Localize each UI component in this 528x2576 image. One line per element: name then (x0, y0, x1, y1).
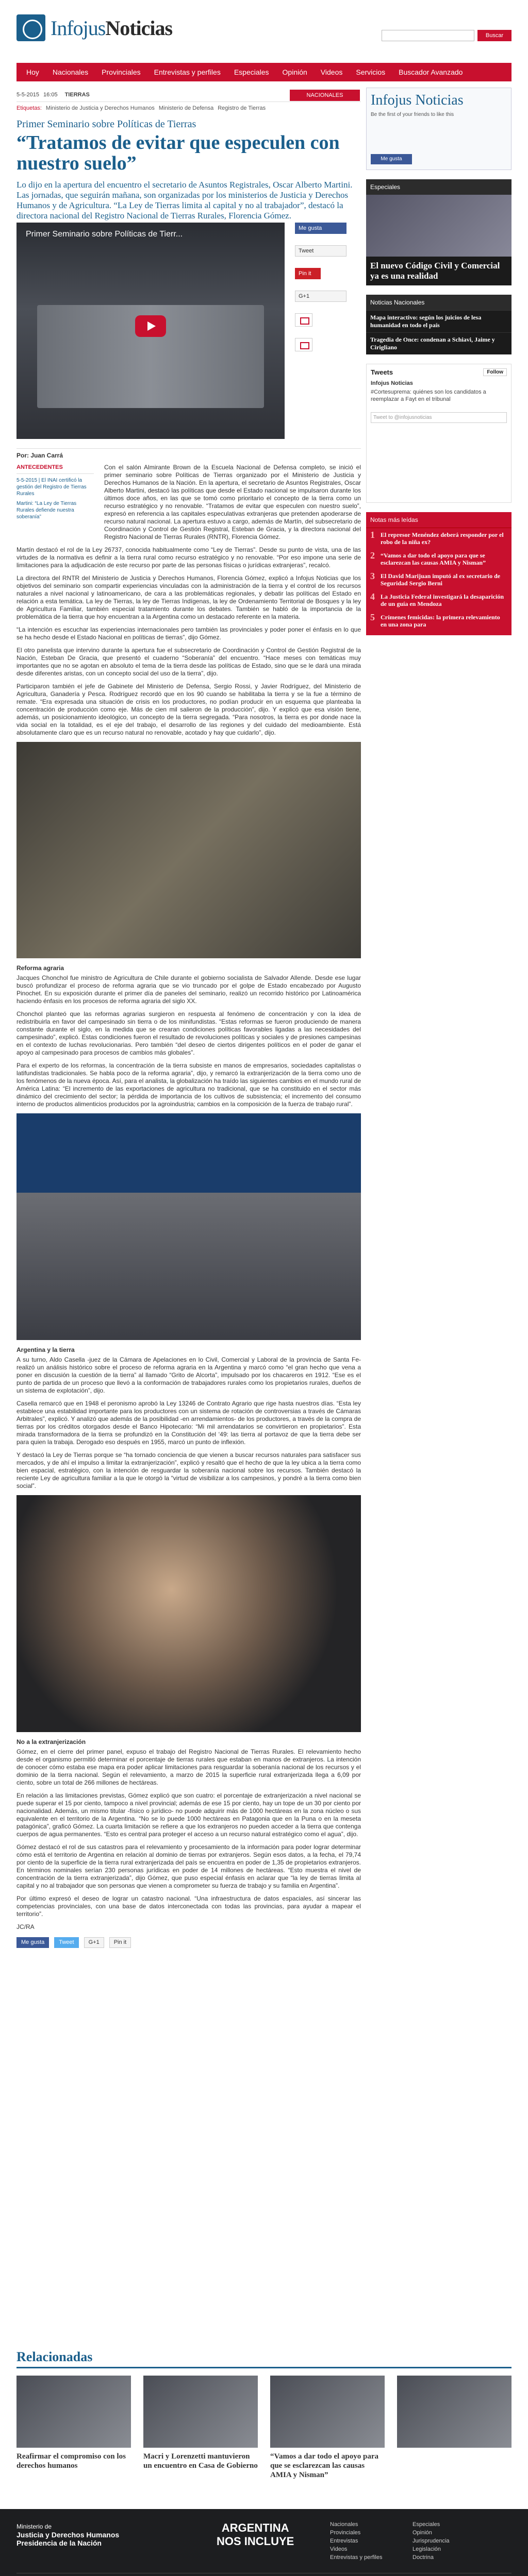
paragraph: Participaron también el jefe de Gabinete del Ministerio de Defensa, Sergio Rossi, y Javier Rodríguez, del Ministerio de Agricultura, Ganadería y Pesca. Rodríguez recordó que en los 90 cuando se habilitaba la tierra y se la fue a término de remate. “Era expresada una situación de crisis en los productores, no podían producir en un esquema que planteaba la concentración de producción como eje. Más de cien mil salieron de la producción”, dijo. Y explicó que esa visión tiene, además, un posicionamiento ideológico, un concepto de la tierra segregada. “Para nosotros, la tierra es por donde nace la vida social en la totalidad, es el eje del trabajo, el desarrollo de las regiones y del cuidado del medioambiente. Está absolutamente claro que es un recurso natural no renovable, acotado y hay que cuidarlo”, dijo. (16, 683, 361, 736)
tweet-author[interactable]: Infojus Noticias (371, 380, 413, 386)
follow-button[interactable]: Follow (483, 368, 507, 376)
paragraph: Martín destacó el rol de la Ley 26737, conocida habitualmente como “Ley de Tierras”. Desde su punto de vista, una de las virtudes de la normativa es definir a la tierra rural como recurso estratégico y no renovable. “Por eso impone una serie de limitaciones para la adjudicación de este recurso por parte de las personas físicas o jurídicas extranjeras”, recalcó. (16, 546, 361, 569)
paragraph: Chonchol planteó que las reformas agrarias surgieron en respuesta al fenómeno de concentración y con la idea de redistribuirla en favor del campesinado sin tierra o de los minifundistas. “Estas reformas se fueron produciendo de manera constante durante el siglo, en la medida que se crearan condiciones políticas favorables ligadas a las necesidades del campesinado”, explicó. Estas condiciones fueron el resultado de revoluciones políticas y sociales y de presiones campesinas en el contexto de luchas revolucionarias. Pero también “del deseo de ciertos dirigentes políticos en el poder de ganar el apoyo al campesinado para procesos de cambios más globales”. (16, 1010, 361, 1056)
video-player[interactable] (16, 223, 285, 439)
article-time: 16:05 (43, 91, 58, 98)
related-headline: Macri y Lorenzetti mantuvieron un encuentro en Casa de Gobierno (143, 2452, 258, 2470)
most-read-title: Notas más leídas (366, 512, 512, 528)
article-kicker: Primer Seminario sobre Políticas de Tierras (16, 118, 196, 130)
footer-link[interactable]: Videos (330, 2546, 348, 2552)
article-date: 5-5-2015 (16, 91, 40, 98)
article-section[interactable]: TIERRAS (64, 91, 90, 98)
facebook-like-button[interactable]: Me gusta (295, 223, 346, 234)
site-logo[interactable] (16, 14, 172, 41)
related-item[interactable] (270, 2376, 385, 2480)
share-column (295, 223, 361, 363)
nav-item-buscador[interactable]: Buscador Avanzado (399, 68, 463, 76)
tag-ministerio-justicia[interactable]: Ministerio de Justicia y Derechos Humanos (45, 105, 155, 111)
article-lead: Lo dijo en la apertura del encuentro el secretario de Asuntos Registrales, Oscar Alberto Martini. Las jornadas, que seguirán mañana, son organizadas por los ministerios de Justicia y Derechos Humanos y de Agricultura. “La Ley de Tierras limita al capital y no al trabajador”, destacó la directora nacional del Registro Nacional de Tierras Rurales, Florencia Gómez. (16, 180, 353, 221)
related-headline: Reafirmar el compromiso con los derechos humanos (16, 2452, 126, 2470)
pinterest-button[interactable]: Pin it (109, 1937, 131, 1948)
sidebar (366, 88, 512, 635)
nav-item-provinciales[interactable]: Provinciales (102, 68, 141, 76)
google-plus-button[interactable]: G+1 (84, 1937, 104, 1948)
widget-logo: Infojus Noticias (371, 92, 464, 108)
tweet-compose-input[interactable]: Tweet to @infojusnoticias (371, 412, 507, 423)
nav-item-nacionales[interactable]: Nacionales (52, 68, 89, 76)
paragraph: La directora del RNTR del Ministerio de Justicia y Derechos Humanos, Florencia Gómez, explicó a Infojus Noticias que los objetivos del seminario son compartir experiencias vinculadas con la administración de la tierra y el control de los recursos naturales a nivel nacional y latinoamericano, de cara a las problemáticas regionales, y debatir las políticas del Estado en relación a esta temática. La ley de Tierras, la ley de Tierras Indígenas, la ley de Ordenamiento Territorial de Bosques y la ley de Agricultura Familiar, también especial tratamiento durante los debates. También se habló de la importancia de la problemática de la tierra que hoy encuentran a la Argentina como un destacado referente en la materia. (16, 574, 361, 620)
footer-link[interactable]: Opinión (412, 2530, 432, 2536)
most-read-item[interactable]: 4 La Justicia Federal investigará la desaparición de un guía en Mendoza (370, 591, 504, 607)
play-icon[interactable] (135, 315, 166, 337)
especiales-box (366, 179, 512, 285)
footer-link[interactable]: Jurisprudencia (412, 2538, 450, 2544)
search-button[interactable]: Buscar (477, 30, 512, 41)
print-icon[interactable] (295, 313, 312, 327)
nav-item-opinion[interactable]: Opinión (282, 68, 307, 76)
especiales-image[interactable] (366, 195, 512, 257)
article-author: Por: Juan Carrá (16, 448, 361, 459)
nacionales-item[interactable]: Mapa interactivo: según los juicios de lesa humanidad en todo el país (366, 310, 512, 332)
facebook-like-button[interactable]: Me gusta (16, 1937, 49, 1948)
antecedentes-box (16, 464, 94, 523)
widget-text: Be the first of your friends to like this (371, 112, 454, 117)
subheading-reforma: Reforma agraria (16, 964, 64, 972)
tweet-text: #Cortesuprema: quiénes son los candidatos a reemplazar a Fayt en el tribunal (371, 389, 486, 402)
tweets-title: Tweets Follow (371, 368, 507, 376)
tweet-button[interactable]: Tweet (295, 245, 346, 257)
article (16, 88, 361, 1945)
nav-item-especiales[interactable]: Especiales (234, 68, 269, 76)
nav-item-entrevistas[interactable]: Entrevistas y perfiles (154, 68, 221, 76)
tweets-widget (366, 364, 512, 503)
tags-label: Etiquetas: (16, 105, 42, 111)
paragraph: En relación a las limitaciones previstas, Gómez explicó que son cuatro: el porcentaje de extranjerización a nivel nacional se puede superar el 15 por ciento, tampoco a nivel provincial; además de ese 15 por ciento, hay un tope de un 30 por ciento por nacionalidad. Además, un mismo titular -físico o jurídico- no puede adquirir más de 1000 hectáreas en la zona núcleo o sus equivalente en el territorio de la Argentina. “No se lo puede 1000 hectáreas en Patagonia que en la Puna o en la meseta patagónica”, graficó Gómez. La cuarta limitación se refiere a que los extranjeros no pueden acceder a la tierra que contenga cuerpos de agua permanentes. “Esto es central para proteger el acceso a un recurso natural estratégico como el agua”, dijo. (16, 1792, 361, 1838)
footer-link[interactable]: Legislación (412, 2546, 441, 2552)
nav-item-videos[interactable]: Videos (320, 68, 343, 76)
nacionales-item[interactable]: Tragedia de Once: condenan a Schiavi, Jaime y Cirigliano (366, 332, 512, 354)
related-item[interactable] (16, 2376, 131, 2480)
paragraph: Y destacó la Ley de Tierras porque se “ha tornado conciencia de que vienen a buscar recursos naturales para satisfacer sus mercados, y de ahí el impulso a limitar la extranjerización”, explicó y resaltó que el hecho de que la ley ubica a la tierra como bien espacial, estratégico, con la intención de resguardar la soberanía nacional sobre los recursos. También destacó la reciente Ley de agricultura familiar a la que le otorgó la “virtud de visibilizar a los campesinos, y pondré a la tierra como bien social”. (16, 1451, 361, 1489)
nacionales-box (366, 295, 512, 354)
footer-link[interactable]: Entrevistas (330, 2538, 358, 2544)
related-headline: “Vamos a dar todo el apoyo para que se esclarezcan las causas AMIA y Nisman” (270, 2452, 379, 2479)
main-nav (16, 63, 512, 81)
footer-links (330, 2521, 490, 2561)
subheading-argentina: Argentina y la tierra (16, 1346, 75, 1353)
paragraph: Gómez, en el cierre del primer panel, expuso el trabajo del Registro Nacional de Tierras Rurales. El relevamiento hecho desde el organismo permitió determinar el porcentaje de tierras rurales que estaban en manos de extranjeros. La intención de conocer cómo estaba ese mapa era poder aplicar limitaciones para resguardar la soberanía nacional de los recursos y el dominio de la tierra nacional. Según el relevamiento, a marzo de 2015 la superficie rural extranjerizada llega a 6,09 por ciento, sobre un total de 266 millones de hectáreas. (16, 1748, 361, 1786)
paragraph: Gómez destacó el rol de sus catastros para el relevamiento y procesamiento de la información para poder lograr determinar cómo está el territorio de Argentina en relación al dominio de tierras por extranjeros. Según esos datos, a la fecha, el 79,74 por ciento de la superficie de la tierra rural extranjerizada del país se encuentra en poder de 1,35 de propietarios extranjeros. En términos nominales serían 230 personas jurídicas en poder de 14 millones de hectáreas. “Esto muestra el nivel de concentración de la tierra extranjerizada”, dijo Gómez, que puso especial énfasis en aclarar que “la ley de tierras limita al capital y no al trabajador que son personas que vienen a comprometer su fuerza de trabajo y su familia en Argentina”. (16, 1843, 361, 1889)
antecedente-link[interactable]: Martini: “La Ley de Tierras Rurales defiende nuestra soberanía” (16, 501, 77, 520)
search-input[interactable] (382, 30, 474, 41)
antecedente-link[interactable]: 5-5-2015 | El INAI certificó la gestión del Registro de Tierras Rurales (16, 478, 87, 497)
footer-ministry-logo[interactable]: Ministerio de Justicia y Derechos Humanos Presidencia de la Nación (16, 2523, 120, 2547)
logo-text: InfojusNoticias (51, 16, 173, 40)
article-photo-panelists (16, 1113, 361, 1340)
most-read-box (366, 512, 512, 635)
footer-link[interactable]: Entrevistas y perfiles (330, 2554, 383, 2561)
tweet-button[interactable]: Tweet (54, 1937, 78, 1948)
related-item[interactable] (143, 2376, 258, 2480)
article-photo-speaker (16, 1495, 361, 1732)
antecedentes-title: ANTECEDENTES (16, 464, 94, 474)
most-read-item[interactable]: 5 Crímenes femicidas: la primera relevamiento en una zona para (370, 612, 500, 628)
paragraph: El otro panelista que intervino durante la apertura fue el subsecretario de Coordinación y Control de Gestión Registral de la Nación, Esteban De Gracia, que presentó el cuaderno “Soberanía” del encuentro. “Hace meses con temáticas muy importantes que no se agotan en absoluto el tema de la tierra desde las políticas de Estado, sino que se le dará una mirada desde diferentes aristas, con un concepto social del uso de la tierra”, dijo. (16, 647, 361, 677)
footer-link[interactable]: Doctrina (412, 2554, 434, 2561)
nacionales-badge[interactable]: NACIONALES (290, 90, 360, 101)
related-image (270, 2376, 385, 2448)
widget-like-button[interactable]: Me gusta (371, 154, 412, 164)
most-read-item[interactable]: 2 “Vamos a dar todo el apoyo para que se esclarezcan las causas AMIA y Nisman” (370, 550, 486, 566)
paragraph: “La intención es escuchar las experiencias internacionales pero también las provinciales y poder poner el énfasis en lo que se ha hecho desde el Estado Nacional en políticas de tierras”, dijo Gómez. (16, 626, 361, 641)
related-image (143, 2376, 258, 2448)
paragraph: Jacques Chonchol fue ministro de Agricultura de Chile durante el gobierno socialista de Salvador Allende. Desde ese lugar buscó profundizar el proceso de reforma agraria que se vio truncado por el golpe de Estado encabezado por Augusto Pinochet. En su exposición durante el primer día de paneles del seminario, realizó un recorrido histórico por Latinoamérica haciendo énfasis en los procesos de reforma agraria del siglo XX. (16, 974, 361, 1005)
pinterest-button[interactable]: Pin it (295, 268, 321, 279)
paragraph: Por último expresó el deseo de lograr un catastro nacional. “Una infraestructura de datos espaciales, así sincerar las competencias provinciales, con una base de datos interconectada con todas las provincias, para ayudar a mapear el territorio”. (16, 1895, 361, 1918)
site-header (0, 0, 528, 62)
tag-registro-tierras[interactable]: Registro de Tierras (218, 105, 266, 111)
logo-mark-icon (16, 14, 45, 41)
footer-link[interactable]: Especiales (412, 2521, 440, 2528)
especiales-headline[interactable]: El nuevo Código Civil y Comercial ya es una realidad (370, 261, 500, 281)
article-body (16, 464, 361, 1948)
nav-item-hoy[interactable]: Hoy (26, 68, 39, 76)
most-read-item[interactable]: 3 El David Marijuan imputó al ex secretario de Seguridad Sergio Berni (370, 571, 501, 587)
paragraph: A su turno, Aldo Casella -juez de la Cámara de Apelaciones en lo Civil, Comercial y Laboral de la provincia de Santa Fe- realizó un análisis histórico sobre el proceso de reforma agraria en la Argentina y marcó como “el gran hecho que vena a poner en discusión la cuestión de la tierra” al llamado “Grito de Alcorta”, impulsado por los chacareros en 1912. “Ese es el punto de partida de un proceso que llevó a la conformación de trabajadores rurales como los propietarios rurales, dueños de un sistema de explotación”, dijo. (16, 1356, 361, 1394)
related-image (397, 2376, 512, 2448)
tags (16, 102, 361, 114)
most-read-item[interactable]: 1 El represor Menéndez deberá responder por el robo de la niña ex? (370, 530, 504, 546)
email-icon[interactable] (295, 338, 312, 351)
bottom-share-row (16, 1937, 361, 1948)
video-title: Primer Seminario sobre Políticas de Tierr... (26, 230, 183, 239)
site-footer (0, 2509, 528, 2576)
footer-argentina-logo: ARGENTINA NOS INCLUYE (217, 2521, 294, 2548)
related-image (16, 2376, 131, 2448)
footer-link[interactable]: Nacionales (330, 2521, 358, 2528)
tag-ministerio-defensa[interactable]: Ministerio de Defensa (158, 105, 214, 111)
facebook-widget (366, 88, 512, 170)
footer-legal (16, 2573, 512, 2576)
paragraph: Casella remarcó que en 1948 el peronismo aprobó la Ley 13246 de Contrato Agrario que rige hasta nuestros días. “Esta ley establece una estabilidad importante para los productores con un sistema de rotación de controversias a través de Cámaras Arbitrales”, explicó. Y analizó que además de la posibilidad -en arrendamientos- de los productores, a través de la compra de tierras por los créditos otorgados desde el Banco Hipotecario: “Mi mil arrendatarios se convirtieron en propietarios”. Esta mirada transformadora de la tierra se profundizó en la Constitución del ‘49: las tierra al portavoz de que la tierra debe ser para quien la trabaja. Derogado eso después en 1955, marcó un punto de inflexión. (16, 1400, 361, 1446)
google-plus-button[interactable]: G+1 (295, 291, 346, 302)
paragraph: Para el experto de los reformas, la concentración de la tierra subsiste en manos de empresarios, sociedades capitalistas o latifundistas tradicionales. Se habla poco de la reforma agraria”, dijo, y remarcó la extranjerización de la tierra como uno de los fenómenos de la nueva época. Así, para el analista, la globalización ha traído las siguientes cambios en el mundo rural de América Latina: “El incremento de las exportaciones de agricultura no tradicional, que se ha constituido en el sector más dinámico del crecimiento del sector; la pérdida de importancia de los cultivos de subsistencia; el incremento del consumo interno de productos alimenticios producidos por la agroindustria; cambios en la composición de la fuerza de trabajo rural”. (16, 1062, 361, 1108)
related-section (16, 2349, 512, 2480)
subheading-extranjerizacion: No a la extranjerización (16, 1738, 86, 1745)
article-photo-panel (16, 742, 361, 958)
nav-item-servicios[interactable]: Servicios (356, 68, 386, 76)
related-title: Relacionadas (16, 2349, 512, 2368)
date-strip (16, 88, 361, 102)
nacionales-title: Noticias Nacionales (366, 295, 512, 310)
related-item[interactable] (397, 2376, 512, 2480)
especiales-title: Especiales (366, 179, 512, 195)
footer-link[interactable]: Provinciales (330, 2530, 361, 2536)
article-title: “Tratamos de evitar que especulen con nuestro suelo” (16, 132, 340, 174)
paragraph: Con el salón Almirante Brown de la Escuela Nacional de Defensa completo, se inició el primer seminario sobre Políticas de Tierras organizado por el Ministerio de Justicia y Derechos Humanos de la Nación. En la apertura, el secretario de Asuntos Registrales, Oscar Alberto Martini, destacó las políticas que desde el Estado nacional se impulsaron durante los últimos doce años, en las que se tomó como prioritario el concepto de la tierra como un recurso estratégico y no renovable. “Tratamos de evitar que especulen con nuestro suelo”, expresó en referencia a las capitales especulativas extranjeras que pretenden apoderarse de recurso natural nacional. La apertura estuvo a cargo, además de Martín, del subsecretario de Coordinación y Control de Gestión Registral, Esteban de Gracia, y la directora nacional del Registro Nacional de Tierras Rurales (RNTR), Florencia Gómez. (104, 464, 361, 540)
article-signature: JC/RA (16, 1923, 35, 1930)
